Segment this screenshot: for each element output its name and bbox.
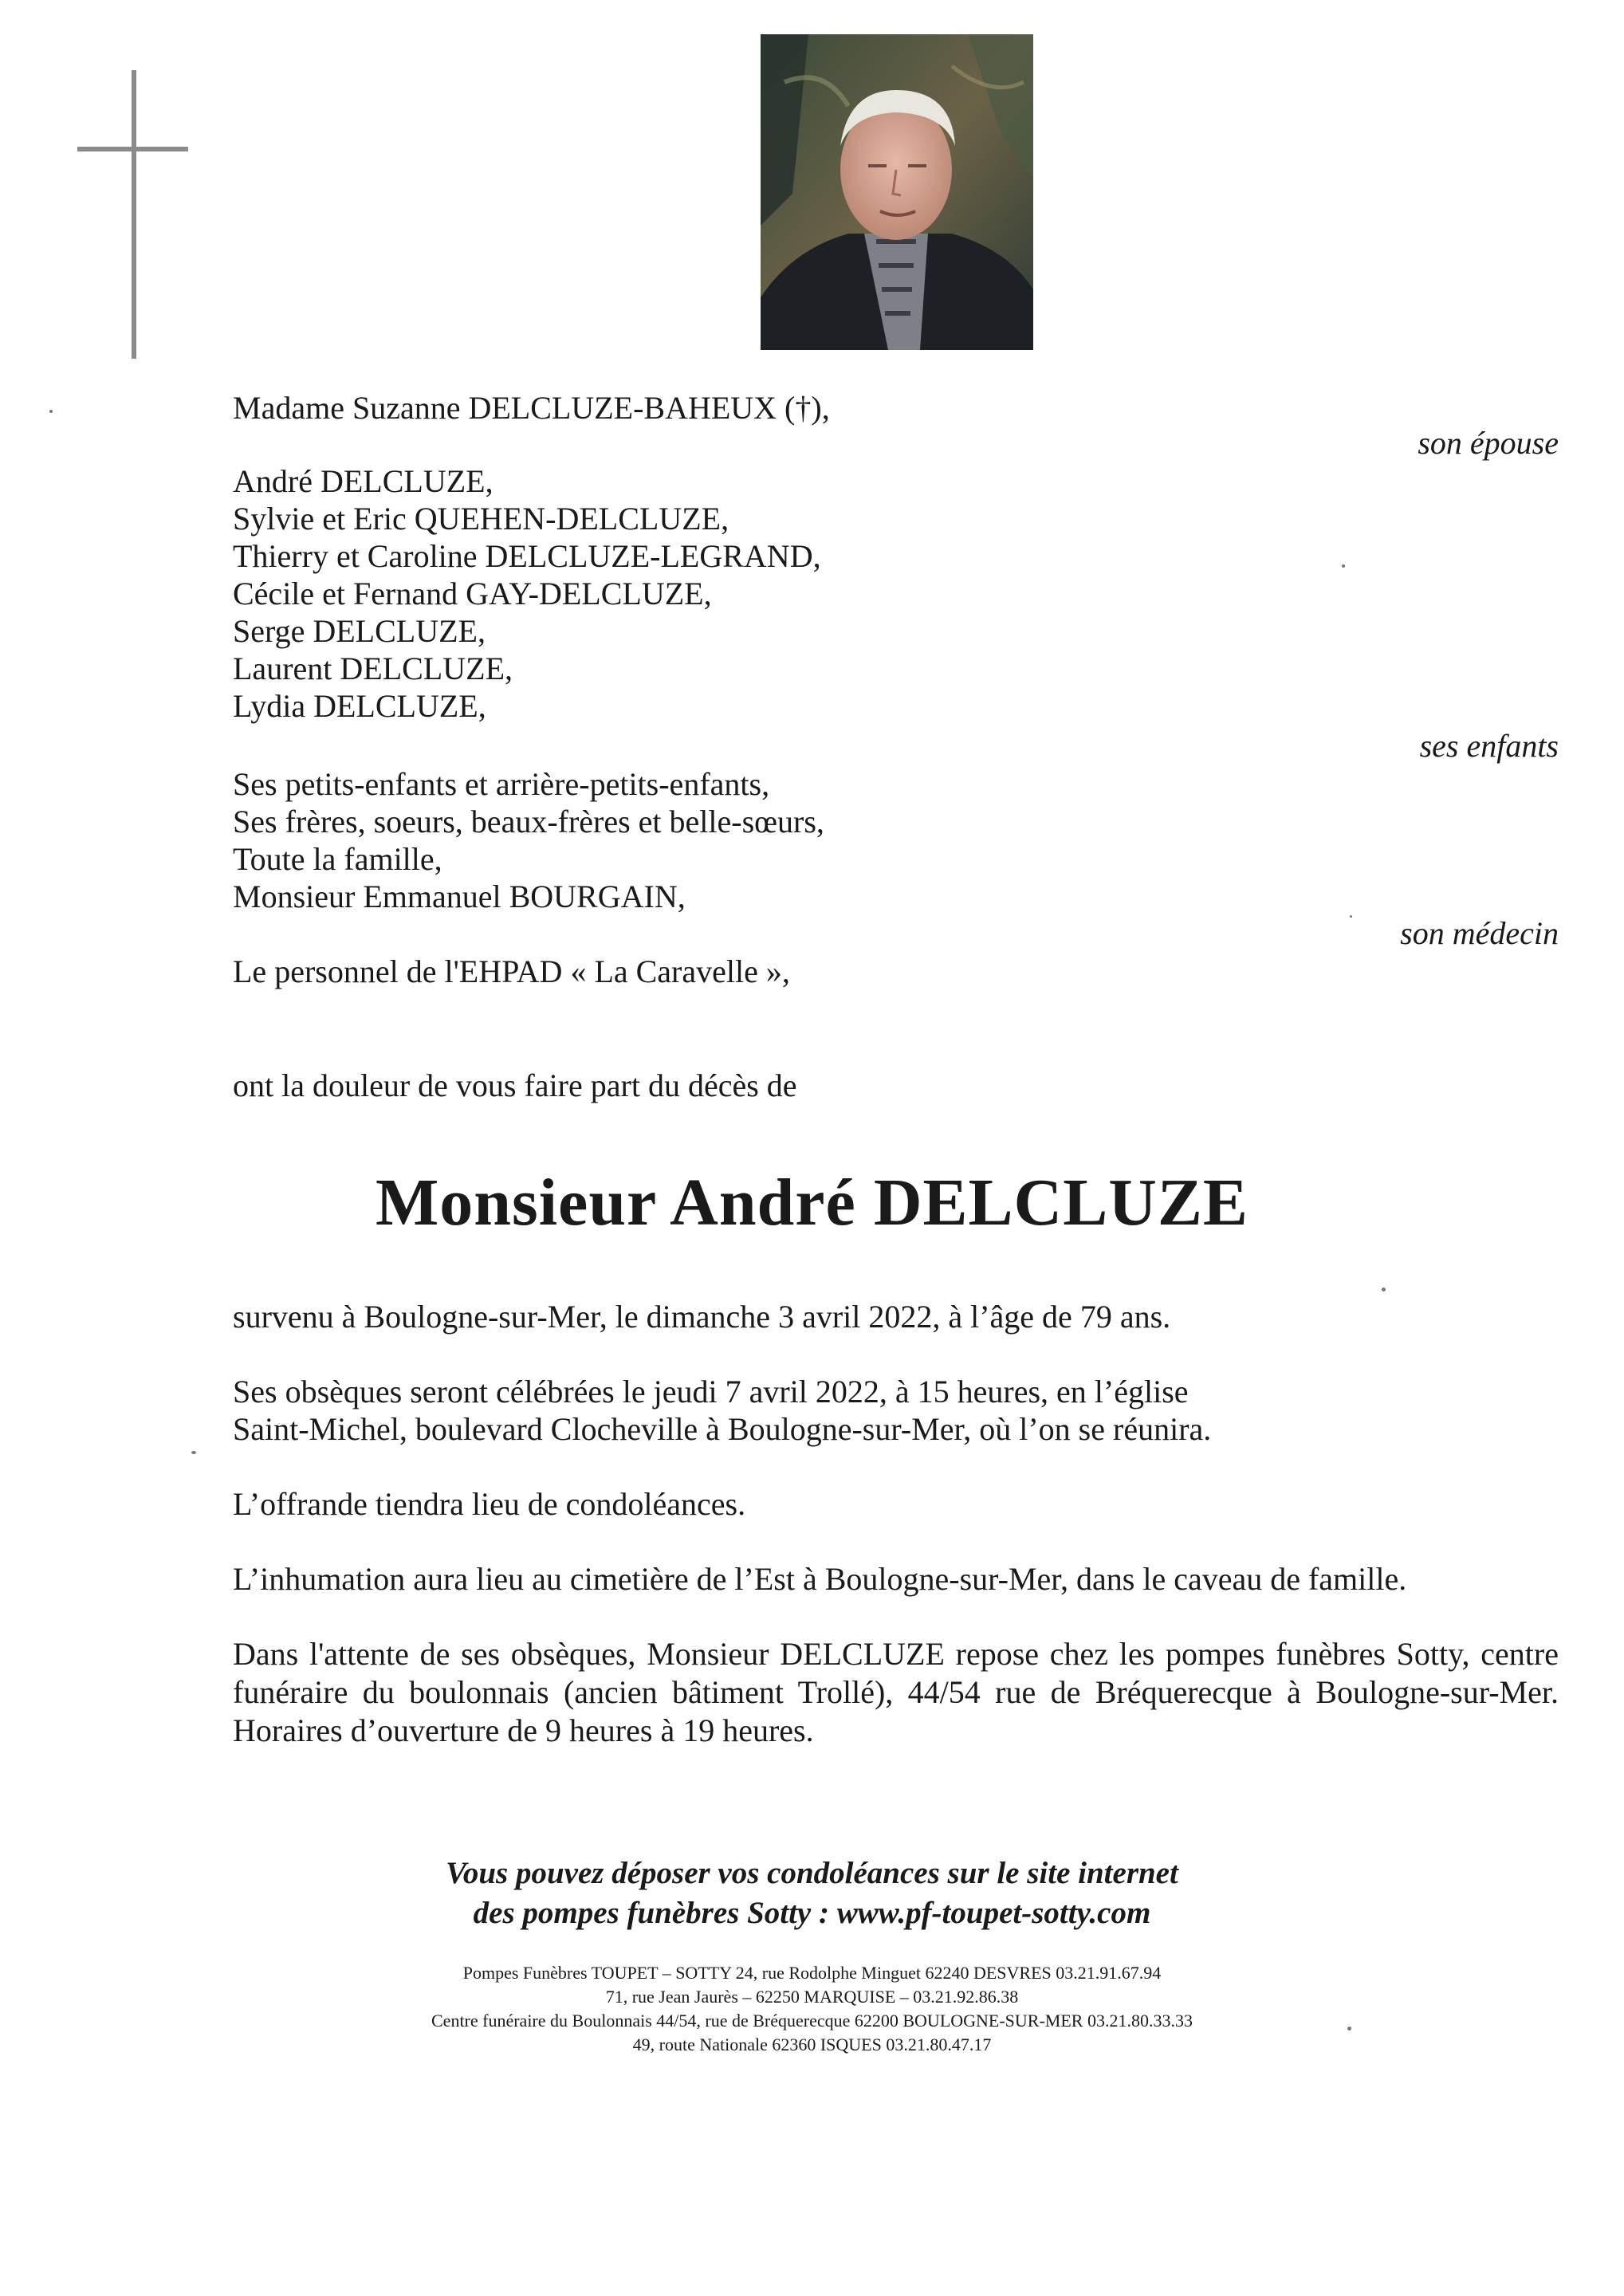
funeral-line-2: Saint-Michel, boulevard Clocheville à Boulogne-sur-Mer, où l’on se réunira. [233, 1411, 1212, 1447]
child-line: Laurent DELCLUZE, [233, 651, 513, 686]
address-line: Pompes Funèbres TOUPET – SOTTY 24, rue Rodolphe Minguet 62240 DESVRES 03.21.91.67.94 [462, 1963, 1162, 1983]
deceased-name: Monsieur André DELCLUZE [376, 1166, 1248, 1240]
spouse-line: Madame Suzanne DELCLUZE-BAHEUX (†), [233, 390, 830, 426]
spouse-role: son épouse [1418, 425, 1559, 461]
scan-speck [191, 1451, 196, 1454]
scan-speck [1350, 915, 1352, 918]
address-line: 49, route Nationale 62360 ISQUES 03.21.80.47.17 [632, 2035, 992, 2054]
announcement-line: ont la douleur de vous faire part du décès de [233, 1067, 797, 1103]
doctor-role: son médecin [1400, 915, 1559, 951]
child-line: Serge DELCLUZE, [233, 613, 486, 649]
children-role: ses enfants [1419, 728, 1559, 764]
condolences-line-2: des pompes funèbres Sotty : www.pf-toupet-sotty.com [473, 1896, 1151, 1930]
funeral-line-1: Ses obsèques seront célébrées le jeudi 7 avril 2022, à 15 heures, en l’église [233, 1374, 1189, 1409]
address-line: Centre funéraire du Boulonnais 44/54, rue de Bréquerecque 62200 BOULOGNE-SUR-MER 03.21.80.33.33 [431, 2011, 1193, 2031]
child-line: Lydia DELCLUZE, [233, 688, 486, 724]
child-line: André DELCLUZE, [233, 463, 493, 499]
scan-speck [1342, 564, 1345, 568]
scan-speck [49, 410, 53, 413]
relative-line: Ses frères, soeurs, beaux-frères et belle-sœurs, [233, 804, 824, 839]
scan-speck [1382, 1288, 1386, 1292]
rest-paragraph: Dans l'attente de ses obsèques, Monsieur DELCLUZE repose chez les pompes funèbres Sotty, centre funéraire du boulonnais (ancien bâtiment Trollé), 44/54 rue de Bréquerecque à Boulogne-sur-Mer. Horaires d’ouverture de 9 heures à 19 heures. [233, 1636, 1559, 1748]
funeral-home-addresses [0, 1961, 1624, 2057]
child-line: Thierry et Caroline DELCLUZE-LEGRAND, [233, 538, 821, 574]
condolences-line-1: Vous pouvez déposer vos condoléances sur le site internet [446, 1856, 1178, 1890]
child-line: Sylvie et Eric QUEHEN-DELCLUZE, [233, 501, 729, 537]
condolences-notice [0, 1854, 1624, 1933]
offering-paragraph: L’offrande tiendra lieu de condoléances. [233, 1486, 746, 1522]
relative-line: Monsieur Emmanuel BOURGAIN, [233, 879, 686, 914]
relative-line: Toute la famille, [233, 841, 442, 877]
address-line: 71, rue Jean Jaurès – 62250 MARQUISE – 03.21.92.86.38 [605, 1987, 1019, 2007]
death-paragraph: survenu à Boulogne-sur-Mer, le dimanche 3 avril 2022, à l’âge de 79 ans. [233, 1299, 1171, 1335]
staff-line: Le personnel de l'EHPAD « La Caravelle », [233, 953, 790, 989]
cross-icon [132, 70, 136, 359]
cross-icon-bar [77, 147, 188, 151]
relative-line: Ses petits-enfants et arrière-petits-enfants, [233, 766, 770, 802]
portrait-photo [761, 34, 1033, 350]
burial-paragraph: L’inhumation aura lieu au cimetière de l’Est à Boulogne-sur-Mer, dans le caveau de famille. [233, 1561, 1407, 1597]
child-line: Cécile et Fernand GAY-DELCLUZE, [233, 576, 712, 611]
